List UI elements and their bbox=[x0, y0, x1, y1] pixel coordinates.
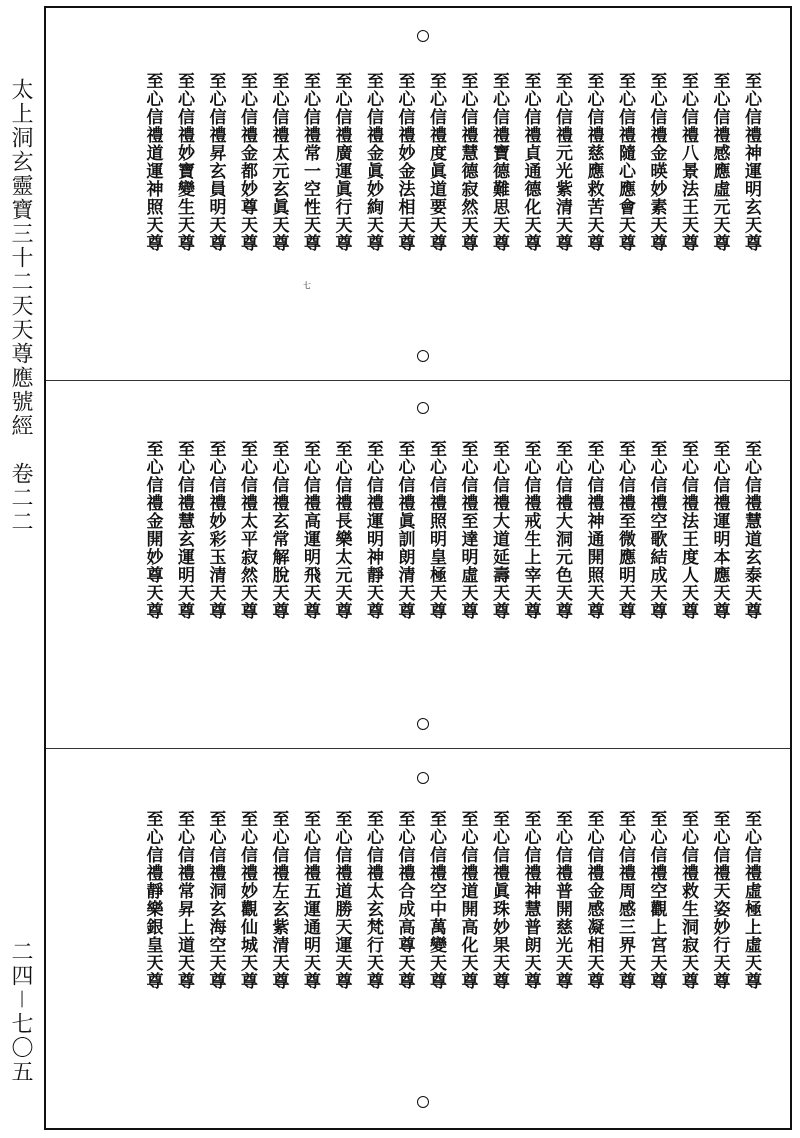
text-column: 至心信禮元光紫清天尊 bbox=[552, 72, 572, 252]
text-column: 至心信禮慧道玄泰天尊 bbox=[741, 440, 761, 620]
text-column: 至心信禮金眞妙絢天尊 bbox=[363, 72, 383, 252]
text-column: 至心信禮金暎妙素天尊 bbox=[646, 72, 667, 252]
binding-hole-icon bbox=[417, 1096, 429, 1108]
text-column: 至心信禮常昇上道天尊 bbox=[174, 810, 194, 990]
text-column: 至心信禮洞玄海空天尊 bbox=[205, 810, 226, 990]
panel-divider bbox=[46, 748, 790, 749]
text-column: 至心信禮妙彩玉清天尊 bbox=[205, 440, 226, 620]
text-column: 至心信禮運明本應天尊 bbox=[709, 440, 730, 620]
text-column: 至心信禮貞通德化天尊 bbox=[520, 72, 541, 252]
text-panel-bottom bbox=[90, 810, 770, 1038]
binding-hole-icon bbox=[417, 350, 429, 362]
text-column: 至心信禮照明皇極天尊 bbox=[426, 440, 446, 620]
text-column: 至心信禮八景法王天尊 bbox=[678, 72, 698, 252]
text-column: 至心信禮太元玄眞天尊 bbox=[268, 72, 289, 252]
text-column: 至心信禮周感三界天尊 bbox=[615, 810, 635, 990]
text-column: 至心信禮金感凝相天尊 bbox=[583, 810, 604, 990]
text-column: 至心信禮普開慈光天尊 bbox=[552, 810, 572, 990]
text-column: 至心信禮昇玄員明天尊 bbox=[205, 72, 226, 252]
text-column: 至心信禮法王度人天尊 bbox=[678, 440, 698, 620]
binding-hole-icon bbox=[417, 718, 429, 730]
text-column: 至心信禮救生洞寂天尊 bbox=[678, 810, 698, 990]
text-column: 至心信禮五運通明天尊 bbox=[300, 810, 320, 990]
panel-divider bbox=[46, 380, 790, 381]
text-column: 至心信禮大洞元色天尊 bbox=[552, 440, 572, 620]
text-column: 至心信禮長樂太元天尊 bbox=[331, 440, 352, 620]
text-column: 至心信禮神運明玄天尊 bbox=[741, 72, 761, 252]
text-column: 至心信禮運明神靜天尊 bbox=[363, 440, 383, 620]
text-panel-top bbox=[90, 72, 770, 300]
margin-title: 太上洞玄靈寶三十二天天尊應號經 卷二二 bbox=[8, 78, 33, 534]
text-column: 至心信禮寶德難思天尊 bbox=[489, 72, 509, 252]
binding-hole-icon bbox=[417, 402, 429, 414]
text-column: 至心信禮至微應明天尊 bbox=[615, 440, 635, 620]
text-panel-middle bbox=[90, 440, 770, 668]
text-column: 至心信禮慈應救苦天尊 bbox=[583, 72, 604, 252]
text-column: 至心信禮度眞道要天尊 bbox=[426, 72, 446, 252]
text-column: 至心信禮空中萬變天尊 bbox=[426, 810, 446, 990]
text-column: 至心信禮慧玄運明天尊 bbox=[174, 440, 194, 620]
text-column: 至心信禮大道延壽天尊 bbox=[489, 440, 509, 620]
text-column: 至心信禮廣運眞行天尊 bbox=[331, 72, 352, 252]
text-column: 至心信禮太玄梵行天尊 bbox=[363, 810, 383, 990]
text-column: 至心信禮天姿妙行天尊 bbox=[709, 810, 730, 990]
text-column: 至心信禮妙觀仙城天尊 bbox=[237, 810, 257, 990]
text-column: 至心信禮金開妙尊天尊 bbox=[142, 440, 163, 620]
text-column: 至心信禮太平寂然天尊 bbox=[237, 440, 257, 620]
text-column: 至心信禮左玄紫清天尊 bbox=[268, 810, 289, 990]
text-column: 至心信禮神慧普朗天尊 bbox=[520, 810, 541, 990]
text-column: 至心信禮高運明飛天尊 bbox=[300, 440, 320, 620]
binding-hole-icon bbox=[417, 30, 429, 42]
text-column: 至心信禮妙寶變生天尊 bbox=[174, 72, 194, 252]
text-column: 至心信禮神通開照天尊 bbox=[583, 440, 604, 620]
text-column: 至心信禮靜樂銀皇天尊 bbox=[142, 810, 163, 990]
text-column: 至心信禮至達明虛天尊 bbox=[457, 440, 478, 620]
text-column: 至心信禮隨心應會天尊 bbox=[615, 72, 635, 252]
text-column: 至心信禮金都妙尊天尊 bbox=[237, 72, 257, 252]
leaf-mark: 七 bbox=[303, 281, 311, 290]
text-column: 至心信禮虛極上虛天尊 bbox=[741, 810, 761, 990]
text-column: 至心信禮常一空性天尊 bbox=[300, 72, 320, 252]
text-column: 至心信禮眞訓朗清天尊 bbox=[394, 440, 415, 620]
text-column: 至心信禮合成高尊天尊 bbox=[394, 810, 415, 990]
binding-hole-icon bbox=[417, 772, 429, 784]
text-column: 至心信禮戒生上宰天尊 bbox=[520, 440, 541, 620]
text-column: 至心信禮道開高化天尊 bbox=[457, 810, 478, 990]
text-column: 至心信禮道運神照天尊 bbox=[142, 72, 163, 252]
text-column: 至心信禮感應虛元天尊 bbox=[709, 72, 730, 252]
margin-page-number: 二四－七〇五 bbox=[8, 940, 33, 1085]
text-column: 至心信禮眞珠妙果天尊 bbox=[489, 810, 509, 990]
text-column: 至心信禮空歌結成天尊 bbox=[646, 440, 667, 620]
text-column: 至心信禮空觀上宮天尊 bbox=[646, 810, 667, 990]
text-column: 至心信禮玄常解脫天尊 bbox=[268, 440, 289, 620]
text-column: 至心信禮妙金法相天尊 bbox=[394, 72, 415, 252]
text-column: 至心信禮道勝天運天尊 bbox=[331, 810, 352, 990]
text-column: 至心信禮慧德寂然天尊 bbox=[457, 72, 478, 252]
